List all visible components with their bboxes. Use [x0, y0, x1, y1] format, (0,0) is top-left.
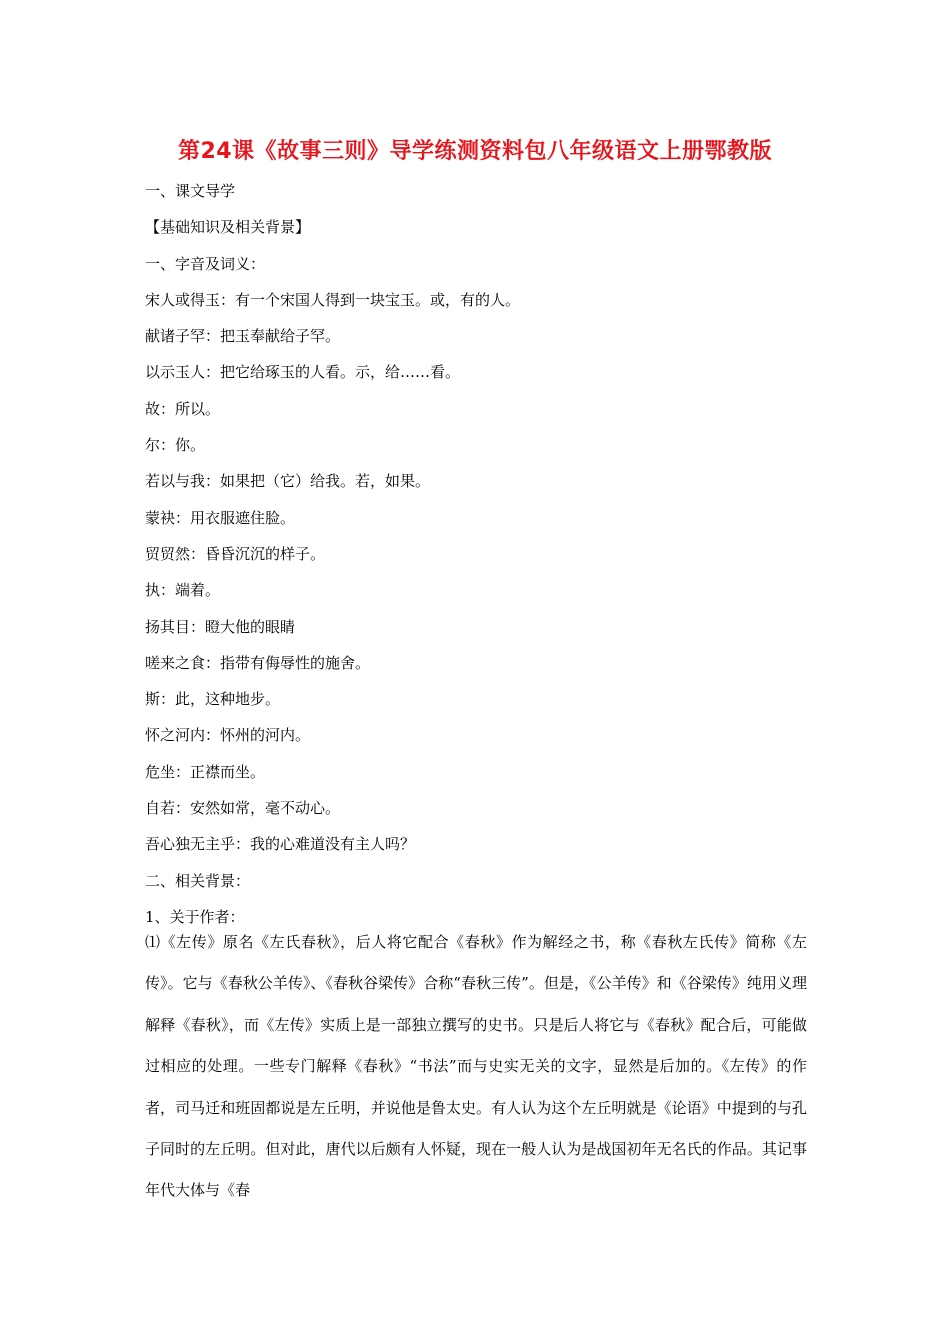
subsection-heading: 【基础知识及相关背景】 [145, 218, 311, 237]
vocab-item: 吾心独无主乎：我的心难道没有主人吗？ [145, 835, 416, 854]
vocab-item: 嗟来之食：指带有侮辱性的施舍。 [145, 653, 371, 672]
vocab-item: 执：端着。 [145, 581, 221, 600]
document-title: 第24课《故事三则》导学练测资料包八年级语文上册鄂教版 [177, 139, 773, 164]
content-lines [145, 173, 815, 935]
vocab-item: 危坐：正襟而坐。 [145, 762, 266, 781]
vocab-item: 自若：安然如常，毫不动心。 [145, 799, 341, 818]
section-heading: 一、字音及词义： [145, 254, 266, 273]
vocab-item: 斯：此，这种地步。 [145, 690, 281, 709]
subsection-heading: 1、关于作者： [145, 907, 245, 926]
section-heading: 一、课文导学 [145, 182, 236, 200]
vocab-item: 献诸子罕：把玉奉献给子罕。 [145, 327, 341, 346]
section-heading: 二、相关背景： [145, 871, 251, 890]
vocab-item: 怀之河内：怀州的河内。 [145, 726, 311, 745]
vocab-item: 若以与我：如果把（它）给我。若，如果。 [145, 472, 431, 491]
vocab-item: 宋人或得玉：有一个宋国人得到一块宝玉。或，有的人。 [145, 290, 521, 309]
vocab-item: 故：所以。 [145, 399, 221, 418]
vocab-item: 以示玉人：把它给琢玉的人看。示，给……看。 [145, 363, 461, 382]
vocab-item: 贸贸然：昏昏沉沉的样子。 [145, 544, 326, 563]
vocab-item: 尔：你。 [145, 436, 206, 455]
vocab-item: 扬其目：瞪大他的眼睛 [145, 617, 296, 636]
vocab-item: 蒙袂：用衣服遮住脸。 [145, 508, 296, 527]
author-paragraph: ⑴《左传》原名《左氏春秋》，后人将它配合《春秋》作为解经之书，称《春秋左氏传》简称《左传》。它与《春秋公羊传》、《春秋谷梁传》合称“春秋三传”。但是，《公羊传》和《谷梁传》纯用义理解释《春秋》，而《左传》实质上是一部独立撰写的史书。只是后人将它与《春秋》配合后，可能做过相应的处理。一些专门解释《春秋》“书法”而与史实无关的文字，显然是后加的。《左传》的作者，司马迁和班固都说是左丘明，并说他是鲁太史。有人认为这个左丘明就是《论语》中提到的与孔子同时的左丘明。但对此，唐代以后颇有人怀疑，现在一般人认为是战国初年无名氏的作品。其记事年代大体与《春 [145, 933, 807, 1200]
